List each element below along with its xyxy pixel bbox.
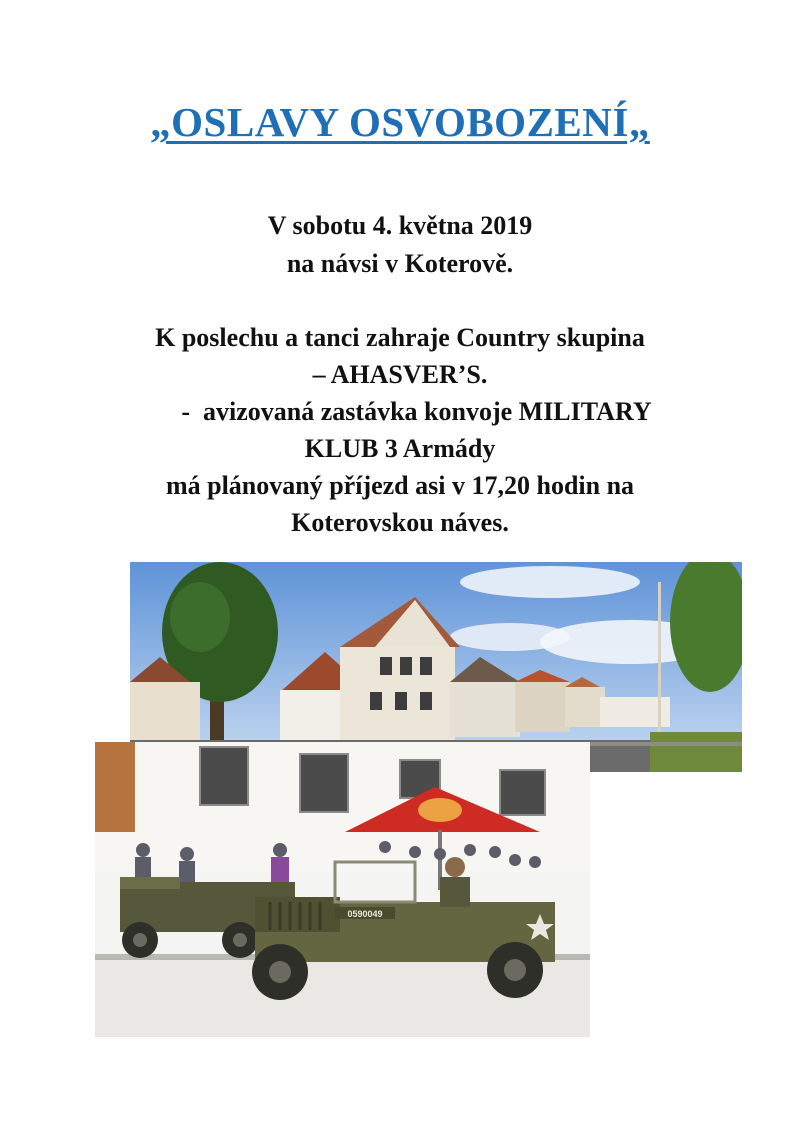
date-line: V sobotu 4. května 2019 — [267, 211, 533, 240]
military-jeeps-photo — [95, 742, 590, 1037]
village-square-photo — [130, 562, 742, 772]
jeep-plate: 0590049 — [347, 909, 383, 919]
body-line-1: K poslechu a tanci zahraje Country skupina — [155, 323, 645, 352]
body-line-2: – AHASVER’S. — [312, 360, 488, 389]
location-line: na návsi v Koterově. — [286, 249, 514, 278]
body-line-4: KLUB 3 Armády — [304, 434, 496, 463]
body-line-5: má plánovaný příjezd asi v 17,20 hodin na — [165, 471, 635, 500]
page-title: „OSLAVY OSVOBOZENÍ„ — [150, 99, 650, 145]
body-line-6: Koterovskou náves. — [291, 508, 509, 537]
body-line-3: - avizovaná zastávka konvoje MILITARY — [168, 397, 652, 426]
